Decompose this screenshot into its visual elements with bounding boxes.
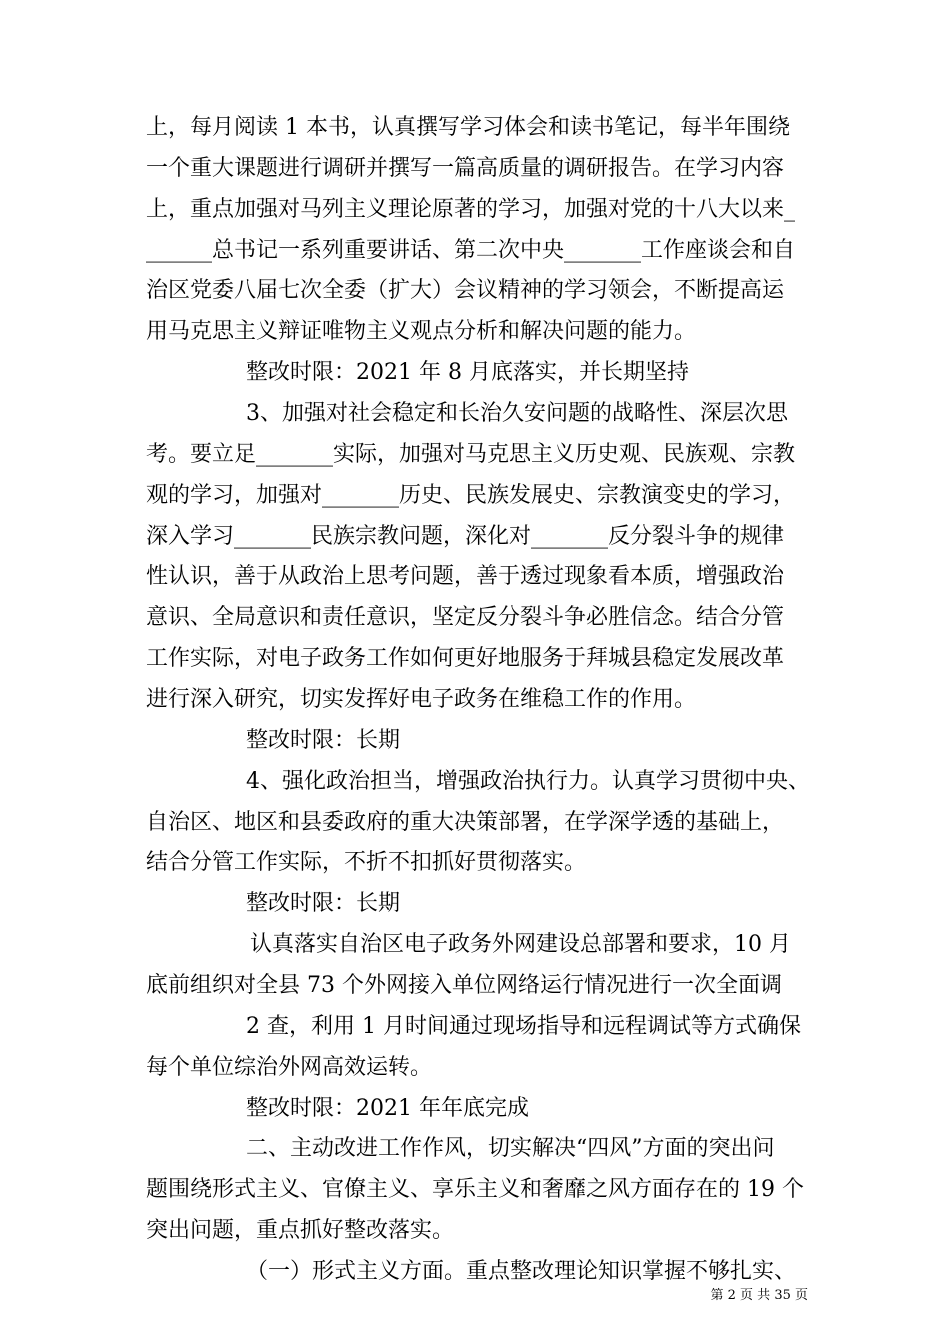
text-line: 自治区、地区和县委政府的重大决策部署，在学深学透的基础上， bbox=[146, 809, 785, 835]
text-line: 观的学习，加强对_______历史、民族发展史、宗教演变史的学习， bbox=[146, 482, 796, 508]
text-line: 突出问题，重点抓好整改落实。 bbox=[146, 1218, 455, 1244]
text-line: 上，每月阅读 1 本书，认真撰写学习体会和读书笔记，每半年围绕 bbox=[146, 115, 790, 140]
text-line: 一个重大课题进行调研并撰写一篇高质量的调研报告。在学习内容 bbox=[146, 155, 785, 181]
text-line: 每个单位综治外网高效运转。 bbox=[146, 1054, 433, 1080]
text-line: 认真落实自治区电子政务外网建设总部署和要求，10 月 bbox=[250, 932, 791, 958]
section-heading: （一）形式主义方面。重点整改理论知识掌握不够扎实、 bbox=[246, 1259, 797, 1284]
section-heading: 3、加强对社会稳定和长治久安问题的战略性、深层次思 bbox=[246, 401, 788, 426]
section-heading: 二、主动改进工作作风，切实解决“四风”方面的突出问 bbox=[246, 1136, 775, 1162]
text-line: 深入学习_______民族宗教问题，深化对_______反分裂斗争的规律 bbox=[146, 523, 785, 549]
deadline-line: 整改时限：长期 bbox=[246, 891, 401, 917]
deadline-line: 整改时限：2021 年年底完成 bbox=[246, 1095, 529, 1121]
text-line: 考。要立足_______实际，加强对马克思主义历史观、民族观、宗教 bbox=[146, 441, 796, 467]
text-line: 工作实际，对电子政务工作如何更好地服务于拜城县稳定发展改革 bbox=[146, 646, 785, 672]
text-line: 底前组织对全县 73 个外网接入单位网络运行情况进行一次全面调 bbox=[146, 973, 782, 998]
text-line: 题围绕形式主义、官僚主义、享乐主义和奢靡之风方面存在的 19 个 bbox=[146, 1177, 804, 1203]
text-line: 结合分管工作实际，不折不扣抓好贯彻落实。 bbox=[146, 850, 587, 876]
text-line: 2 查，利用 1 月时间通过现场指导和远程调试等方式确保 bbox=[246, 1013, 801, 1039]
deadline-line: 整改时限：长期 bbox=[246, 727, 401, 753]
text-line: 治区党委八届七次全委（扩大）会议精神的学习领会，不断提高运 bbox=[146, 278, 785, 304]
text-line: ______总书记一系列重要讲话、第二次中央_______工作座谈会和自 bbox=[146, 237, 796, 263]
text-line: 性认识，善于从政治上思考问题，善于透过现象看本质，增强政治 bbox=[146, 564, 785, 590]
text-line: 进行深入研究，切实发挥好电子政务在维稳工作的作用。 bbox=[146, 687, 697, 712]
deadline-line: 整改时限：2021 年 8 月底落实，并长期坚持 bbox=[246, 360, 689, 386]
text-line: 上，重点加强对马列主义理论原著的学习，加强对党的十八大以来_ bbox=[146, 196, 796, 222]
section-heading: 4、强化政治担当，增强政治执行力。认真学习贯彻中央、 bbox=[246, 768, 810, 794]
text-line: 用马克思主义辩证唯物主义观点分析和解决问题的能力。 bbox=[146, 319, 697, 345]
page-footer: 第 2 页 共 35 页 bbox=[710, 1288, 808, 1303]
text-line: 意识、全局意识和责任意识，坚定反分裂斗争必胜信念。结合分管 bbox=[146, 605, 785, 631]
